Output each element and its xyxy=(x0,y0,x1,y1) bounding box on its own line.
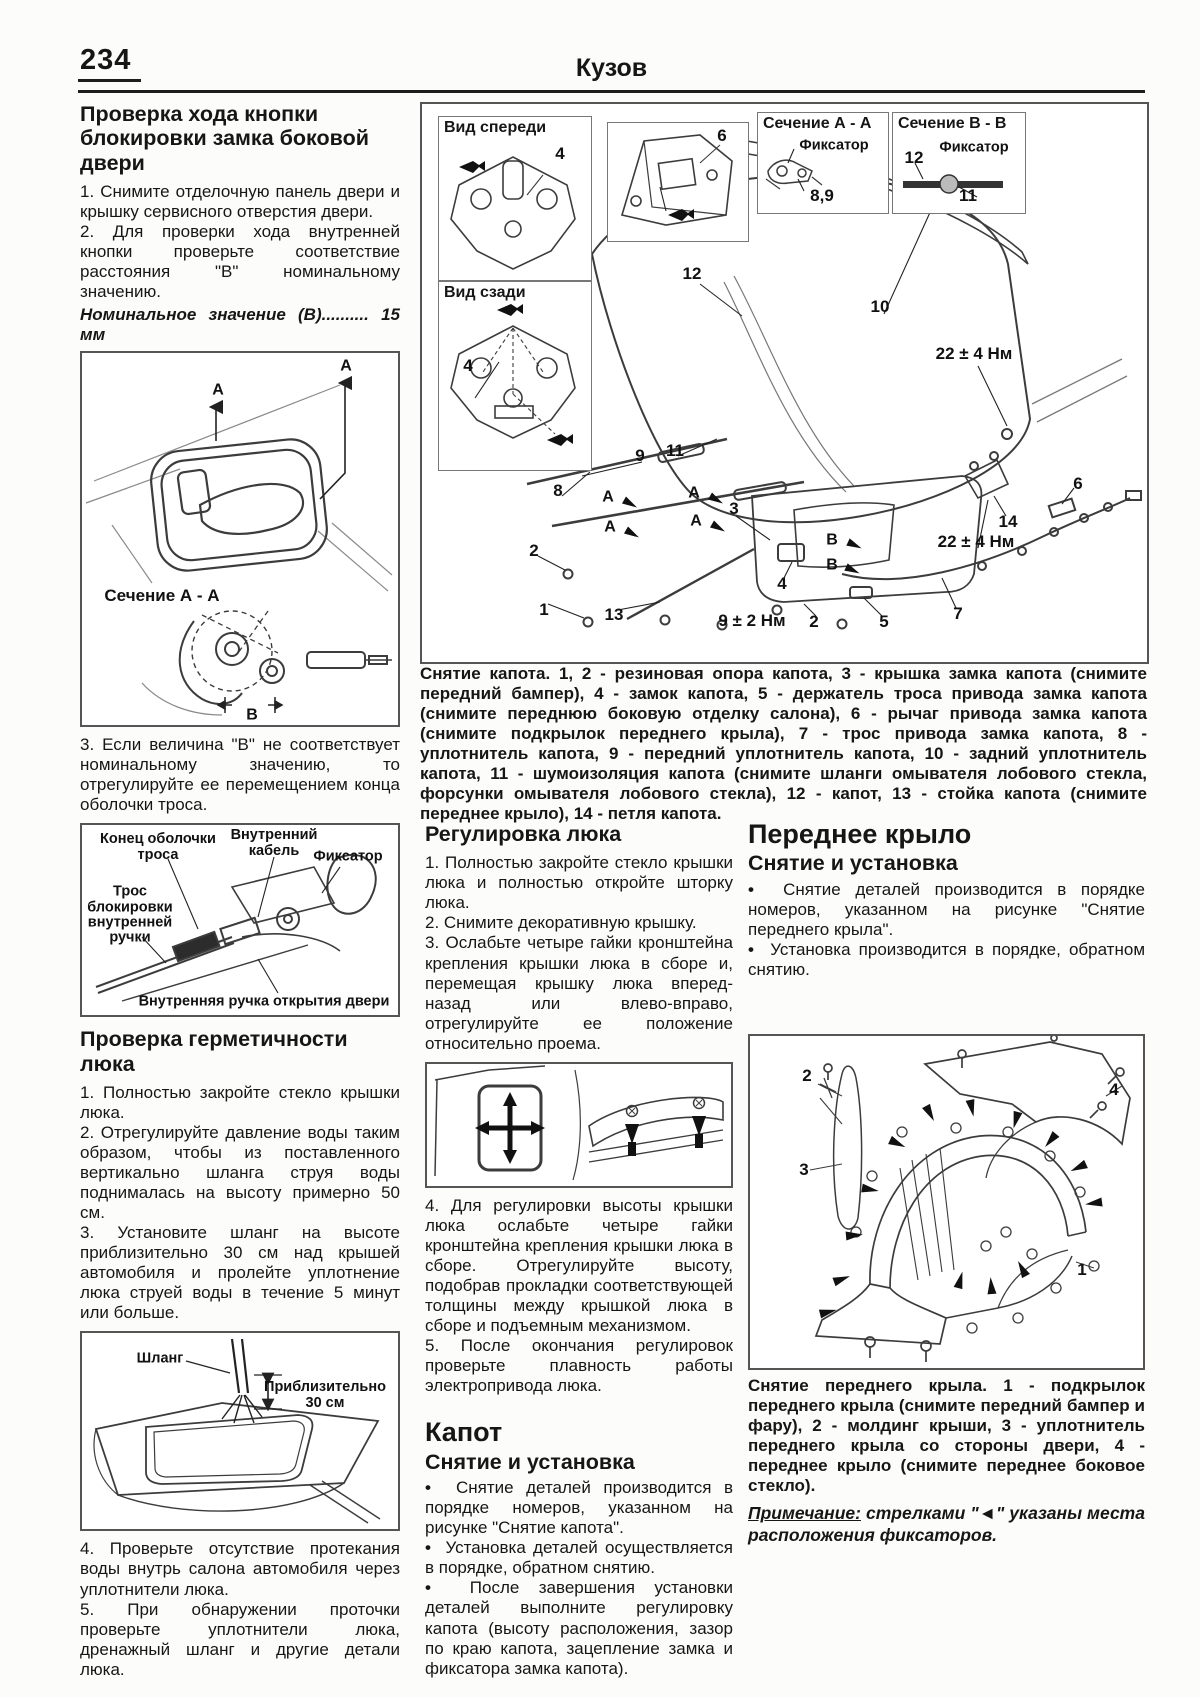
figure-callout: 22 ± 4 Нм xyxy=(935,344,1013,364)
rear-view-drawing xyxy=(439,302,587,464)
figure-callout: 9 ± 2 Нм xyxy=(718,611,786,631)
figure-fender-removal xyxy=(748,1034,1145,1370)
figure-callout: 13 xyxy=(604,605,624,625)
subfigure-title: Сечение А - А xyxy=(763,115,872,132)
figure-callout: 11 xyxy=(959,186,977,206)
subfigure-lock-lever xyxy=(607,122,749,242)
bullet-item: • После завершения установки деталей выполните регулировку капота (высоту расположения, зазор по краю капота, зацепление замка и фиксатора замка капота). xyxy=(425,1578,733,1678)
page-title: Кузов xyxy=(575,54,648,82)
figure-callout: 14 xyxy=(998,512,1018,532)
figure-callout: А xyxy=(604,518,616,536)
middle-column xyxy=(425,822,733,1679)
figure-callout: А xyxy=(602,488,614,506)
section-heading-hatch-adjust: Регулировка люка xyxy=(425,822,622,846)
door-handle-drawing xyxy=(82,353,394,721)
figure-callout: В xyxy=(826,531,838,549)
figure-callout: 22 ± 4 Нм xyxy=(937,532,1015,552)
figure-callout: 2 xyxy=(802,1066,812,1086)
figure-roof-hose xyxy=(80,1331,400,1531)
figure-callout: Сечение А - А xyxy=(104,586,220,606)
figure-callout: 8 xyxy=(553,481,563,501)
subfigure-title: Сечение В - В xyxy=(898,115,1007,132)
figure-callout: А xyxy=(690,512,702,530)
right-column xyxy=(748,820,1145,1547)
subfigure-rear-view xyxy=(438,281,592,471)
figure-callout: А xyxy=(212,381,224,399)
figure-callout: Фиксатор xyxy=(939,139,1009,156)
figure-callout: А xyxy=(340,357,352,375)
roof-hose-drawing xyxy=(82,1333,394,1525)
figure-callout: В xyxy=(246,706,258,724)
paragraph: 3. Установите шланг на высоте приблизительно 30 см над крышей автомобиля и пролейте уплотнение люка струей воды в течение 5 минут или больше. xyxy=(80,1223,400,1323)
figure-callout: 3 xyxy=(799,1160,809,1180)
subsection-removal-install: Снятие и установка xyxy=(425,1449,635,1474)
bullet-item: • Снятие деталей производится в порядке номеров, указанном на рисунке "Снятие капота". xyxy=(425,1478,733,1538)
figure-callout: 8,9 xyxy=(810,186,834,206)
bullet-item: • Установка производится в порядке, обратном снятию. xyxy=(748,940,1145,980)
note xyxy=(748,1503,1145,1547)
figure-callout: А xyxy=(688,484,700,502)
figure-door-handle xyxy=(80,351,400,727)
section-heading-hatch-seal: Проверка герметичности люка xyxy=(80,1027,348,1076)
figure-callout: 4 xyxy=(555,144,565,164)
figure-callout: Приблизительно 30 см xyxy=(264,1379,386,1411)
paragraph: 1. Полностью закройте стекло крышки люка и полностью откройте шторку люка. xyxy=(425,853,733,913)
subfigure-title: Вид сзади xyxy=(444,284,526,301)
figure-callout: Внутренняя ручка открытия двери xyxy=(138,993,390,1010)
bullet-item: • Снятие деталей производится в порядке номеров, указанном на рисунке "Снятие переднего крыла". xyxy=(748,880,1145,940)
section-heading-hood: Капот xyxy=(425,1417,503,1448)
spec-value: Номинальное значение (В).......... 15 мм xyxy=(80,305,400,345)
page-header xyxy=(78,44,1145,93)
figure-callout: В xyxy=(826,556,838,574)
figure-lock-cable xyxy=(80,823,400,1017)
paragraph: 2. Отрегулируйте давление воды таким образом, чтобы из поставленного вертикально шланга струя воды поднималась на высоту примерно 50 см. xyxy=(80,1122,400,1223)
figure-callout: 5 xyxy=(879,612,889,632)
figure-callout: 10 xyxy=(870,297,890,317)
figure-callout: 1 xyxy=(1077,1260,1087,1280)
figure-hatch-adjust xyxy=(425,1062,733,1188)
paragraph: 2. Для проверки хода внутренней кнопки проверьте соответствие расстояния "В" номинальному значению. xyxy=(80,221,400,302)
note-label: Примечание: xyxy=(748,1503,861,1524)
figure-hood-removal xyxy=(420,102,1149,664)
paragraph: 5. После окончания регулировок проверьте плавность работы электропривода люка. xyxy=(425,1336,733,1396)
figure-callout: 12 xyxy=(904,148,924,168)
figure-callout: Конец оболочки троса xyxy=(100,831,216,863)
figure-callout: 3 xyxy=(729,499,739,519)
section-heading-lock-button: Проверка хода кнопки блокировки замка боковой двери xyxy=(80,102,369,175)
paragraph: 4. Проверьте отсутствие протекания воды внутрь салона автомобиля через уплотнители люка. xyxy=(80,1539,400,1599)
left-column xyxy=(80,102,400,1680)
fender-drawing xyxy=(750,1036,1139,1364)
subfigure-front-view xyxy=(438,116,592,281)
note-text: стрелками "◄" указаны места расположения фиксаторов. xyxy=(748,1503,1145,1546)
subfigure-title: Вид спереди xyxy=(444,119,547,136)
paragraph: 1. Полностью закройте стекло крышки люка. xyxy=(80,1082,400,1122)
paragraph: 3. Если величина "В" не соответствует номинальному значению, то отрегулируйте ее перемещением конца оболочки троса. xyxy=(80,735,400,815)
figure-callout: 4 xyxy=(463,356,473,376)
figure-callout: 6 xyxy=(1073,474,1083,494)
figure-callout: Фиксатор xyxy=(313,848,383,865)
figure-callout: Внутренний кабель xyxy=(230,827,318,859)
paragraph: 3. Ослабьте четыре гайки кронштейна крепления крышки люка в сборе и, перемещая крышку люка вперед-назад или влево-вправо, отрегулируйте ее положение относительно проема. xyxy=(425,933,733,1053)
paragraph: 5. При обнаружении проточки проверьте уплотнители люка, дренажный шланг и другие детали люка. xyxy=(80,1599,400,1679)
paragraph: 4. Для регулировки высоты крышки люка ослабьте четыре гайки кронштейна крепления крышки люка в сборе. Отрегулируйте высоту, подобрав прокладки соответствующей толщины между крышкой люка в сборе и подъемным механизмом. xyxy=(425,1195,733,1336)
figure-callout: 6 xyxy=(717,126,727,146)
figure-callout: 9 xyxy=(635,446,645,466)
page-number: 234 xyxy=(78,44,141,82)
figure-callout: 2 xyxy=(809,612,819,632)
section-heading-fender: Переднее крыло xyxy=(748,819,972,849)
figure-callout: 11 xyxy=(666,441,684,461)
figure-callout: 7 xyxy=(953,604,963,624)
figure-callout: 1 xyxy=(539,600,549,620)
hatch-adjust-drawing xyxy=(427,1064,727,1182)
fender-figure-caption: Снятие переднего крыла. 1 - подкрылок переднего крыла (снимите передний бампер и фару), 2 - молдинг крыши, 3 - уплотнитель переднего крыла со стороны двери, 4 - переднее крыло (снимите переднее боковое стекло). xyxy=(748,1376,1145,1495)
figure-callout: 12 xyxy=(682,264,702,284)
paragraph: 1. Снимите отделочную панель двери и крышку сервисного отверстия двери. xyxy=(80,181,400,221)
front-view-drawing xyxy=(439,137,587,275)
figure-callout: Трос блокировки внутренней ручки xyxy=(87,883,173,946)
paragraph: 2. Снимите декоративную крышку. xyxy=(425,913,697,933)
hood-figure-caption: Снятие капота. 1, 2 - резиновая опора капота, 3 - крышка замка капота (снимите передний бампер), 4 - замок капота, 5 - держатель троса привода замка капота (снимите переднюю боковую отделку салона), 6 - рычаг привода замка капота (снимите подкрылок переднего крыла), 7 - трос привода замка капота, 8 - уплотнитель капота, 9 - передний уплотнитель капота, 10 - задний уплотнитель капота, 11 - шумоизоляция капота (снимите шланги омывателя лобового стекла, форсунки омывателя лобового стекла), 12 - капот, 13 - стойка капота (снимите переднее крыло), 14 - петля капота. xyxy=(420,664,1147,824)
figure-callout: 4 xyxy=(777,574,787,594)
subsection-removal-install: Снятие и установка xyxy=(748,851,958,876)
figure-callout: Фиксатор xyxy=(799,137,869,154)
figure-callout: 4 xyxy=(1109,1080,1119,1100)
bullet-item: • Установка деталей осуществляется в порядке, обратном снятию. xyxy=(425,1538,733,1578)
figure-callout: Шланг xyxy=(136,1350,184,1367)
figure-callout: 2 xyxy=(529,541,539,561)
